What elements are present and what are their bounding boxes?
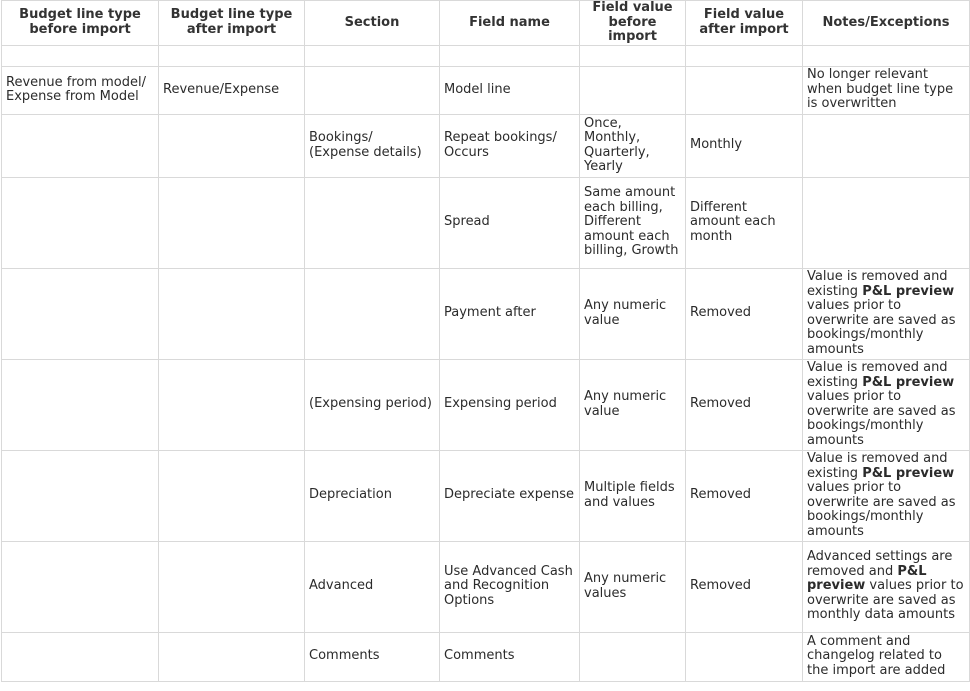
notes-text: Value is removed and existing xyxy=(807,360,948,390)
pl-preview-label: P&L preview xyxy=(862,465,955,481)
cell-budget-type-after xyxy=(159,268,305,359)
table-row xyxy=(2,177,970,268)
cell-notes xyxy=(803,268,970,359)
table-row xyxy=(2,632,970,681)
cell-field-name: Depreciate expense xyxy=(440,450,580,541)
cell-section xyxy=(305,177,440,268)
cell-field-name: Expensing period xyxy=(440,359,580,450)
header-row xyxy=(2,1,970,46)
cell-section: Depreciation xyxy=(305,450,440,541)
cell-budget-type-before xyxy=(2,541,159,632)
pl-preview-label: P&L preview xyxy=(862,283,955,299)
header-field-name: Field name xyxy=(440,1,580,46)
cell-budget-type-after: Revenue/Expense xyxy=(159,66,305,114)
cell-field-name: Payment after xyxy=(440,268,580,359)
cell-value-after xyxy=(686,66,803,114)
notes-text: values prior to overwrite are saved as monthly data amounts xyxy=(807,578,964,623)
cell-budget-type-before xyxy=(2,632,159,681)
cell-budget-type-after xyxy=(159,450,305,541)
cell-budget-type-after xyxy=(159,177,305,268)
cell-field-name: Repeat bookings/ Occurs xyxy=(440,114,580,177)
cell-budget-type-after xyxy=(159,541,305,632)
notes-text: values prior to overwrite are saved as bookings/monthly amounts xyxy=(807,480,956,539)
cell-value-before: Any numeric value xyxy=(580,268,686,359)
header-value-after: Field value after import xyxy=(686,1,803,46)
cell-value-before xyxy=(580,66,686,114)
header-budget-type-after: Budget line type after import xyxy=(159,1,305,46)
cell-value-before: Multiple fields and values xyxy=(580,450,686,541)
cell-value-after: Removed xyxy=(686,268,803,359)
cell-section: (Expensing period) xyxy=(305,359,440,450)
cell-value-before xyxy=(580,45,686,66)
cell-value-before: Same amount each billing, Different amount each billing, Growth xyxy=(580,177,686,268)
cell-notes xyxy=(803,45,970,66)
cell-value-before: Once, Monthly, Quarterly, Yearly xyxy=(580,114,686,177)
cell-budget-type-before xyxy=(2,450,159,541)
header-section: Section xyxy=(305,1,440,46)
notes-text: Advanced settings are removed and xyxy=(807,549,953,579)
cell-value-after: Different amount each month xyxy=(686,177,803,268)
cell-field-name: Spread xyxy=(440,177,580,268)
cell-budget-type-after xyxy=(159,114,305,177)
cell-value-before: Any numeric value xyxy=(580,359,686,450)
cell-notes xyxy=(803,541,970,632)
cell-budget-type-before xyxy=(2,268,159,359)
cell-budget-type-before xyxy=(2,45,159,66)
table-row xyxy=(2,268,970,359)
cell-section xyxy=(305,268,440,359)
table-row xyxy=(2,45,970,66)
notes-text: values prior to overwrite are saved as bookings/monthly amounts xyxy=(807,298,956,357)
cell-budget-type-before xyxy=(2,177,159,268)
cell-notes: No longer relevant when budget line type is overwritten xyxy=(803,66,970,114)
header-value-before: Field value before import xyxy=(580,1,686,46)
cell-value-after: Removed xyxy=(686,450,803,541)
notes-text: values prior to overwrite are saved as bookings/monthly amounts xyxy=(807,389,956,448)
cell-value-before: Any numeric values xyxy=(580,541,686,632)
table-row xyxy=(2,66,970,114)
notes-text: Value is removed and existing xyxy=(807,269,948,299)
cell-section xyxy=(305,45,440,66)
cell-section: Bookings/ (Expense details) xyxy=(305,114,440,177)
header-budget-type-before: Budget line type before import xyxy=(2,1,159,46)
cell-notes xyxy=(803,177,970,268)
table-row xyxy=(2,450,970,541)
cell-notes xyxy=(803,450,970,541)
cell-notes xyxy=(803,114,970,177)
table-row xyxy=(2,541,970,632)
cell-budget-type-after xyxy=(159,359,305,450)
cell-value-after: Removed xyxy=(686,541,803,632)
cell-field-name: Comments xyxy=(440,632,580,681)
table-row xyxy=(2,114,970,177)
cell-notes xyxy=(803,359,970,450)
cell-budget-type-after xyxy=(159,45,305,66)
cell-field-name: Use Advanced Cash and Recognition Options xyxy=(440,541,580,632)
header-notes: Notes/Exceptions xyxy=(803,1,970,46)
cell-value-after xyxy=(686,632,803,681)
cell-budget-type-before: Revenue from model/ Expense from Model xyxy=(2,66,159,114)
notes-text: Value is removed and existing xyxy=(807,451,948,481)
cell-value-before xyxy=(580,632,686,681)
cell-field-name: Model line xyxy=(440,66,580,114)
cell-section: Comments xyxy=(305,632,440,681)
cell-value-after: Removed xyxy=(686,359,803,450)
cell-budget-type-before xyxy=(2,359,159,450)
pl-preview-label: P&L preview xyxy=(807,563,927,594)
import-mapping-table xyxy=(1,0,970,682)
cell-value-after: Monthly xyxy=(686,114,803,177)
pl-preview-label: P&L preview xyxy=(862,374,955,390)
cell-section: Advanced xyxy=(305,541,440,632)
cell-field-name xyxy=(440,45,580,66)
cell-budget-type-after xyxy=(159,632,305,681)
cell-value-after xyxy=(686,45,803,66)
table-row xyxy=(2,359,970,450)
cell-section xyxy=(305,66,440,114)
cell-notes: A comment and changelog related to the import are added xyxy=(803,632,970,681)
cell-budget-type-before xyxy=(2,114,159,177)
